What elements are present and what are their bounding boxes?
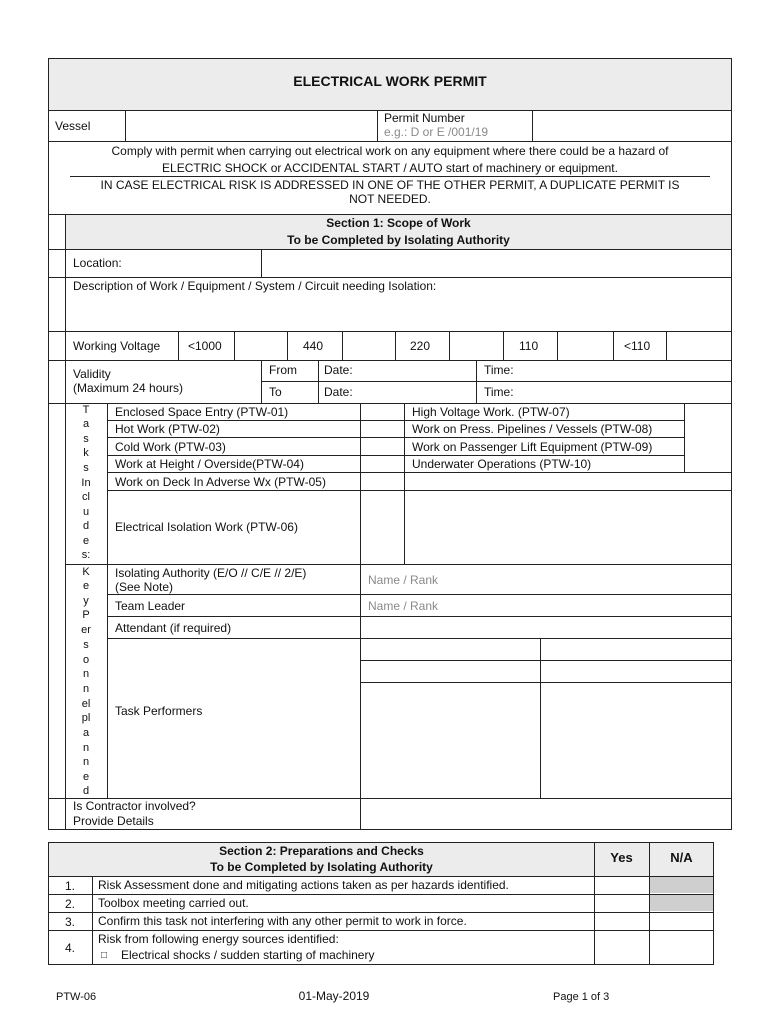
footer-form-code: PTW-06 (56, 991, 97, 1003)
from-time-field[interactable] (520, 361, 730, 380)
validity-to-label: To (269, 385, 282, 399)
checkbox-ptw-08[interactable] (685, 421, 731, 436)
voltage-option-440: 440 (303, 339, 324, 353)
voltage-checkbox-lt110[interactable] (667, 332, 731, 359)
vessel-field[interactable] (125, 110, 377, 141)
task-performer-field-6[interactable] (541, 683, 731, 797)
task-ptw-08: Work on Press. Pipelines / Vessels (PTW-08) (412, 422, 653, 436)
notice-line-3: IN CASE ELECTRICAL RISK IS ADDRESSED IN ONE OF THE OTHER PERMIT, A DUPLICATE PERMIT IS (100, 178, 680, 192)
voltage-checkbox-1000[interactable] (235, 332, 286, 359)
checkbox-ptw-03[interactable] (361, 438, 403, 454)
working-voltage-label: Working Voltage (73, 339, 161, 353)
tasks-vertical-2: s (83, 433, 89, 445)
team-leader-label: Team Leader (115, 599, 186, 613)
checkbox-ptw-05[interactable] (361, 473, 403, 489)
personnel-vertical-13: n (82, 756, 90, 768)
personnel-vertical-5: s (83, 639, 89, 651)
check-item-1-number: 1. (64, 879, 75, 893)
task-ptw-04: Work at Height / Overside(PTW-04) (115, 457, 304, 471)
tasks-vertical-0: T (82, 404, 90, 416)
tasks-vertical-7: u (82, 506, 90, 518)
tasks-vertical-8: d (82, 520, 90, 532)
check-item-3-text: Confirm this task not interfering with any other permit to work in force. (98, 914, 467, 928)
to-date-label: Date: (324, 385, 353, 399)
validity-sublabel: (Maximum 24 hours) (73, 381, 184, 395)
isolating-authority-field[interactable] (361, 565, 731, 593)
tasks-vertical-6: cl (82, 491, 90, 503)
tasks-vertical-9: e (82, 535, 90, 547)
validity-from-label: From (269, 363, 297, 377)
personnel-vertical-2: y (83, 595, 89, 607)
personnel-vertical-0: K (82, 566, 90, 578)
yes-checkbox-1[interactable] (595, 877, 648, 893)
na-disabled-cell-1 (650, 877, 713, 893)
task-performers-label: Task Performers (115, 704, 203, 718)
description-field[interactable] (66, 295, 731, 330)
tasks-vertical-1: a (82, 418, 90, 430)
permit-number-placeholder: e.g.: D or E /001/19 (384, 125, 489, 139)
personnel-vertical-8: n (82, 683, 90, 695)
isolating-authority-label: Isolating Authority (E/O // C/E // 2/E) (115, 566, 307, 580)
voltage-option-lt110: <110 (624, 339, 651, 353)
task-performer-field-2[interactable] (541, 639, 731, 659)
na-checkbox-3[interactable] (650, 913, 713, 929)
tasks-vertical-5: In (81, 477, 91, 489)
task-performer-field-5[interactable] (361, 683, 539, 797)
yes-checkbox-3[interactable] (595, 913, 648, 929)
voltage-option-110: 110 (519, 339, 539, 353)
checkbox-ptw-01[interactable] (361, 404, 403, 419)
checkbox-ptw-06[interactable] (361, 491, 403, 563)
personnel-vertical-4: er (81, 624, 91, 636)
team-leader-field[interactable] (361, 595, 731, 615)
personnel-vertical-9: el (81, 698, 91, 710)
check-item-2-text: Toolbox meeting carried out. (98, 896, 249, 910)
personnel-vertical-10: pl (81, 712, 91, 724)
task-performer-field-4[interactable] (541, 661, 731, 681)
contractor-label: Is Contractor involved? (73, 799, 196, 813)
location-label: Location: (73, 256, 122, 270)
notice-line-1: Comply with permit when carrying out electrical work on any equipment where there could be a hazard of (111, 144, 669, 158)
voltage-option-220: 220 (410, 339, 431, 353)
na-disabled-cell-2 (650, 895, 713, 911)
personnel-vertical-12: n (82, 742, 90, 754)
contractor-details-field[interactable] (361, 799, 731, 829)
yes-checkbox-2[interactable] (595, 895, 648, 911)
personnel-vertical-3: P (82, 609, 90, 621)
task-ptw-07: High Voltage Work. (PTW-07) (412, 405, 570, 419)
tasks-vertical-10: s: (81, 549, 91, 561)
check-item-4-number: 4. (64, 941, 75, 955)
check-item-4-sub: Electrical shocks / sudden starting of machinery (121, 948, 375, 962)
checkbox-ptw-07[interactable] (685, 404, 731, 419)
permit-number-field[interactable] (533, 110, 731, 141)
task-ptw-09: Work on Passenger Lift Equipment (PTW-09) (412, 440, 653, 454)
personnel-vertical-15: d (82, 785, 90, 797)
voltage-option-1000: <1000 (188, 339, 222, 353)
permit-number-label: Permit Number (384, 111, 465, 125)
section1-subtitle: To be Completed by Isolating Authority (287, 233, 510, 247)
na-column-header: N/A (670, 850, 693, 865)
team-leader-name-placeholder: Name / Rank (368, 599, 439, 613)
voltage-checkbox-220[interactable] (450, 332, 502, 359)
checkbox-ptw-09[interactable] (685, 438, 731, 454)
section2-title: Section 2: Preparations and Checks (219, 844, 424, 858)
personnel-vertical-7: n (82, 668, 90, 680)
check-item-4-text: Risk from following energy sources identified: (98, 932, 339, 946)
task-ptw-06: Electrical Isolation Work (PTW-06) (115, 520, 298, 534)
task-performer-field-3[interactable] (361, 661, 539, 681)
voltage-checkbox-110[interactable] (558, 332, 612, 359)
yes-checkbox-4[interactable] (595, 931, 648, 964)
task-ptw-01: Enclosed Space Entry (PTW-01) (115, 405, 289, 419)
description-label: Description of Work / Equipment / System / Circuit needing Isolation: (73, 279, 437, 293)
from-date-field[interactable] (360, 361, 475, 380)
from-time-label: Time: (484, 363, 514, 377)
task-performer-field-1[interactable] (361, 639, 539, 659)
yes-column-header: Yes (610, 850, 633, 865)
personnel-vertical-6: o (82, 654, 90, 666)
footer-page-number: Page 1 of 3 (553, 991, 610, 1003)
checkbox-square-icon[interactable]: □ (101, 950, 108, 961)
checkbox-ptw-04[interactable] (361, 456, 403, 471)
section1-title: Section 1: Scope of Work (326, 216, 471, 230)
na-checkbox-4[interactable] (650, 931, 713, 964)
contractor-details-label: Provide Details (73, 814, 154, 828)
voltage-checkbox-440[interactable] (343, 332, 394, 359)
attendant-label: Attendant (if required) (115, 621, 232, 635)
attendant-field[interactable] (361, 617, 731, 637)
personnel-vertical-1: e (82, 580, 90, 592)
personnel-vertical-11: a (82, 727, 90, 739)
to-date-field[interactable] (360, 382, 475, 402)
personnel-vertical-14: e (82, 771, 90, 783)
footer-date: 01-May-2019 (298, 989, 370, 1003)
page-title: ELECTRICAL WORK PERMIT (293, 73, 487, 89)
see-note-label: (See Note) (115, 580, 174, 594)
checkbox-ptw-02[interactable] (361, 421, 403, 436)
validity-label: Validity (73, 367, 111, 381)
location-field[interactable] (262, 250, 731, 276)
task-ptw-05: Work on Deck In Adverse Wx (PTW-05) (115, 475, 326, 489)
notice-line-4: NOT NEEDED. (349, 192, 431, 206)
checkbox-ptw-10[interactable] (685, 456, 731, 471)
check-item-1-text: Risk Assessment done and mitigating actions taken as per hazards identified. (98, 878, 509, 892)
tasks-vertical-4: s (83, 462, 89, 474)
tasks-vertical-3: k (83, 447, 89, 459)
notice-line-2: ELECTRIC SHOCK or ACCIDENTAL START / AUTO start of machinery or equipment. (162, 161, 618, 175)
check-item-2-number: 2. (64, 897, 75, 911)
from-date-label: Date: (324, 363, 353, 377)
task-ptw-02: Hot Work (PTW-02) (115, 422, 220, 436)
task-ptw-03: Cold Work (PTW-03) (115, 440, 226, 454)
section2-subtitle: To be Completed by Isolating Authority (210, 860, 433, 874)
check-item-3-number: 3. (64, 915, 75, 929)
to-time-field[interactable] (520, 382, 730, 402)
isolating-authority-name-placeholder: Name / Rank (368, 573, 439, 587)
to-time-label: Time: (484, 385, 514, 399)
vessel-label: Vessel (55, 119, 91, 133)
task-ptw-10: Underwater Operations (PTW-10) (412, 457, 592, 471)
